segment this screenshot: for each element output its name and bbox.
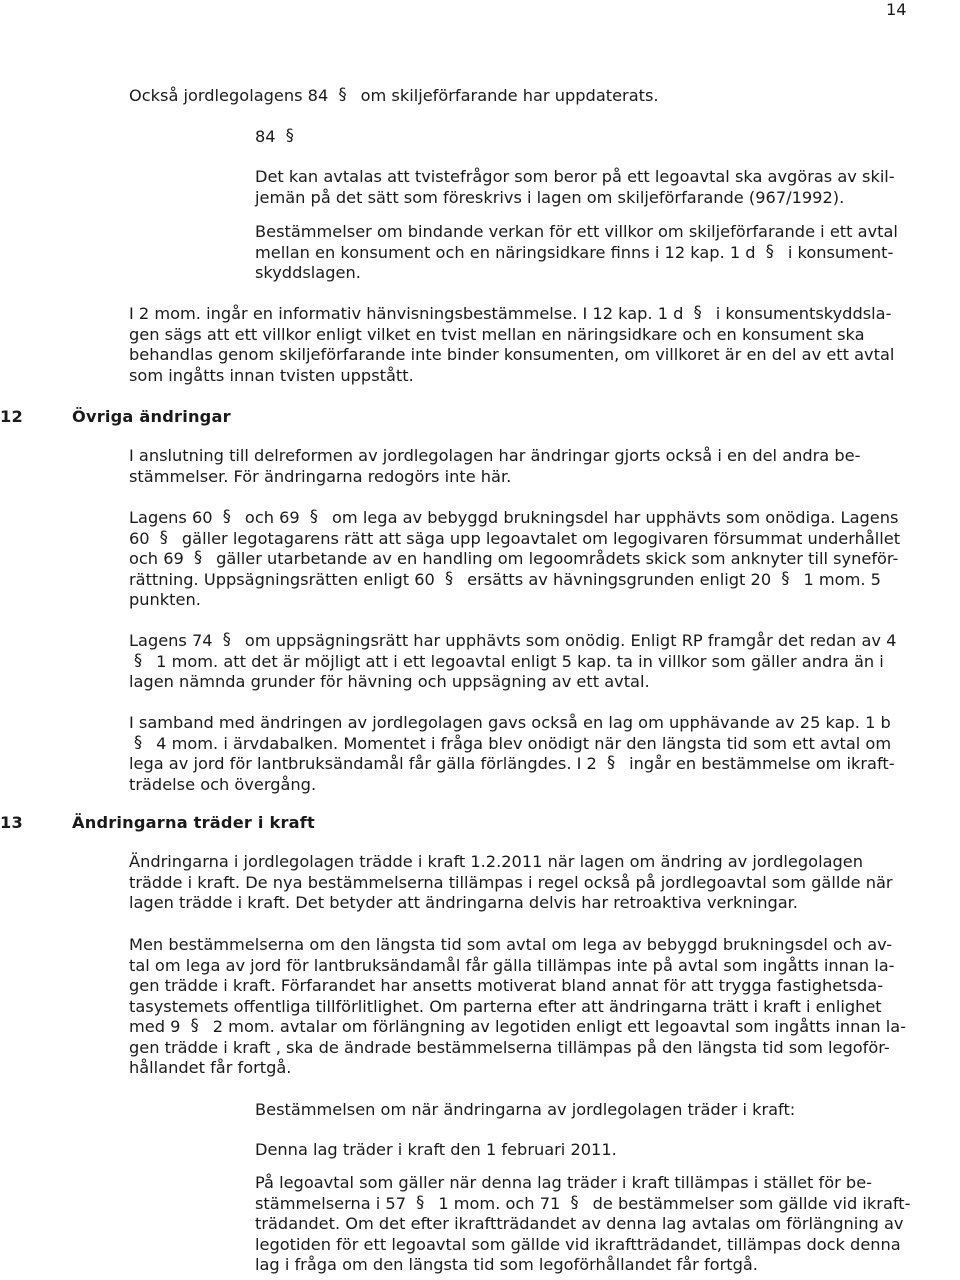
section-sign xyxy=(692,318,708,319)
section-sign xyxy=(605,768,621,769)
section-label: 84 § xyxy=(255,127,957,148)
section-number: 13 xyxy=(0,813,23,832)
paragraph: I samband med ändringen av jordlegolagen gavs också en lag om upphävande av 25 kap. 1 b § 4 mom. i ärvdabalken. Momentet i fråga blev onödigt när den längsta tid som ett avtal om lega av jord för lantbruksändamål får gälla förlängdes. I 2 § ingår en bestämmelse om ikraft- trädelse och övergång. xyxy=(129,713,957,795)
paragraph: Lagens 60 § och 69 § om lega av bebyggd brukningsdel har upphävts som onödiga. Lagens 60 § gäller legotagarens rätt att säga upp legoavtalet om legogivaren försummat underhållet och 69 § gäller utarbetande av en handling om legoområdets skick som anknyter till syneför- rättning. Uppsägningsrätten enligt 60 § ersätts av hävningsgrunden enligt 20 § 1 mom. 5 punkten. xyxy=(129,508,957,611)
section-sign xyxy=(221,522,237,523)
section-sign xyxy=(568,1208,584,1209)
paragraph: Men bestämmelserna om den längsta tid som avtal om lega av bebyggd brukningsdel och av- tal om lega av jord för lantbruksändamål får gälla tillämpas inte på avtal som ingåtts innan la- gen trädde i kraft. Förfarandet har ansetts motiverat bland annat för att trygga fastighetsda- tasystemets offentliga tillförlitlighet. Om parterna efter att ändringarna trätt i kraft i enlighet med 9 § 2 mom. avtalar om förlängning av legotiden enligt ett legoavtal som ingåtts innan la- gen trädde i kraft , ska de ändrade bestämmelserna tillämpas på den längsta tid som legoför- hållandet får fortgå. xyxy=(129,935,957,1079)
section-sign xyxy=(308,522,324,523)
section-sign xyxy=(158,543,174,544)
section-sign xyxy=(764,257,780,258)
quoted-paragraph: Bestämmelser om bindande verkan för ett villkor om skiljeförfarande i ett avtal mellan en konsument och en näringsidkare finns i 12 kap. 1 d § i konsument- skyddslagen. xyxy=(255,222,957,284)
section-sign xyxy=(336,100,352,101)
quoted-paragraph: Bestämmelsen om när ändringarna av jordlegolagen träder i kraft: xyxy=(255,1100,796,1119)
paragraph: Också jordlegolagens 84 § om skiljeförfarande har uppdaterats. xyxy=(129,86,957,107)
paragraph: Ändringarna i jordlegolagen trädde i kraft 1.2.2011 när lagen om ändring av jordlegolagen trädde i kraft. De nya bestämmelserna tillämpas i regel också på jordlegoavtal som gällde när lagen trädde i kraft. Det betyder att ändringarna delvis har retroaktiva verkningar. xyxy=(129,852,893,912)
section-sign xyxy=(284,141,300,142)
page-number: 14 xyxy=(886,0,907,19)
section-sign xyxy=(779,584,795,585)
quoted-paragraph: Det kan avtalas att tvistefrågor som beror på ett legoavtal ska avgöras av skil- jemän på det sätt som föreskrivs i lagen om skiljeförfarande (967/1992). xyxy=(255,167,895,207)
section-number: 12 xyxy=(0,407,23,426)
quoted-paragraph: Denna lag träder i kraft den 1 februari 2011. xyxy=(255,1140,617,1159)
section-sign xyxy=(221,645,237,646)
section-title: Övriga ändringar xyxy=(72,407,231,426)
paragraph: Lagens 74 § om uppsägningsrätt har upphävts som onödig. Enligt RP framgår det redan av 4 § 1 mom. att det är möjligt att i ett legoavtal enligt 5 kap. ta in villkor som gäller andra än i lagen nämnda grunder för hävning och uppsägning av ett avtal. xyxy=(129,631,957,693)
section-title: Ändringarna träder i kraft xyxy=(72,813,315,832)
paragraph: I 2 mom. ingår en informativ hänvisningsbestämmelse. I 12 kap. 1 d § i konsumentskyddsla- gen sägs att ett villkor enligt vilket en tvist mellan en näringsidkare och en konsument ska behandlas genom skiljeförfarande inte binder konsumenten, om villkoret är en del av ett avtal som ingåtts innan tvisten uppstått. xyxy=(129,304,957,386)
section-sign xyxy=(132,748,148,749)
quoted-paragraph: På legoavtal som gäller när denna lag träder i kraft tillämpas i stället för be- stämmelserna i 57 § 1 mom. och 71 § de bestämmelser som gällde vid ikraft- trädandet. Om det efter ikraftträdandet av denna lag avtalas om förlängning av legotiden för ett legoavtal som gällde vid ikraftträdandet, tillämpas dock denna lag i fråga om den längsta tid som legoförhållandet får fortgå. xyxy=(255,1173,957,1276)
section-sign xyxy=(443,584,459,585)
section-sign xyxy=(414,1208,430,1209)
section-heading-13 xyxy=(0,813,315,834)
section-sign xyxy=(132,666,148,667)
section-sign xyxy=(189,1031,205,1032)
section-heading-12 xyxy=(0,407,231,428)
paragraph: I anslutning till delreformen av jordlegolagen har ändringar gjorts också i en del andra be- stämmelser. För ändringarna redogörs inte här. xyxy=(129,446,861,486)
section-sign xyxy=(192,563,208,564)
